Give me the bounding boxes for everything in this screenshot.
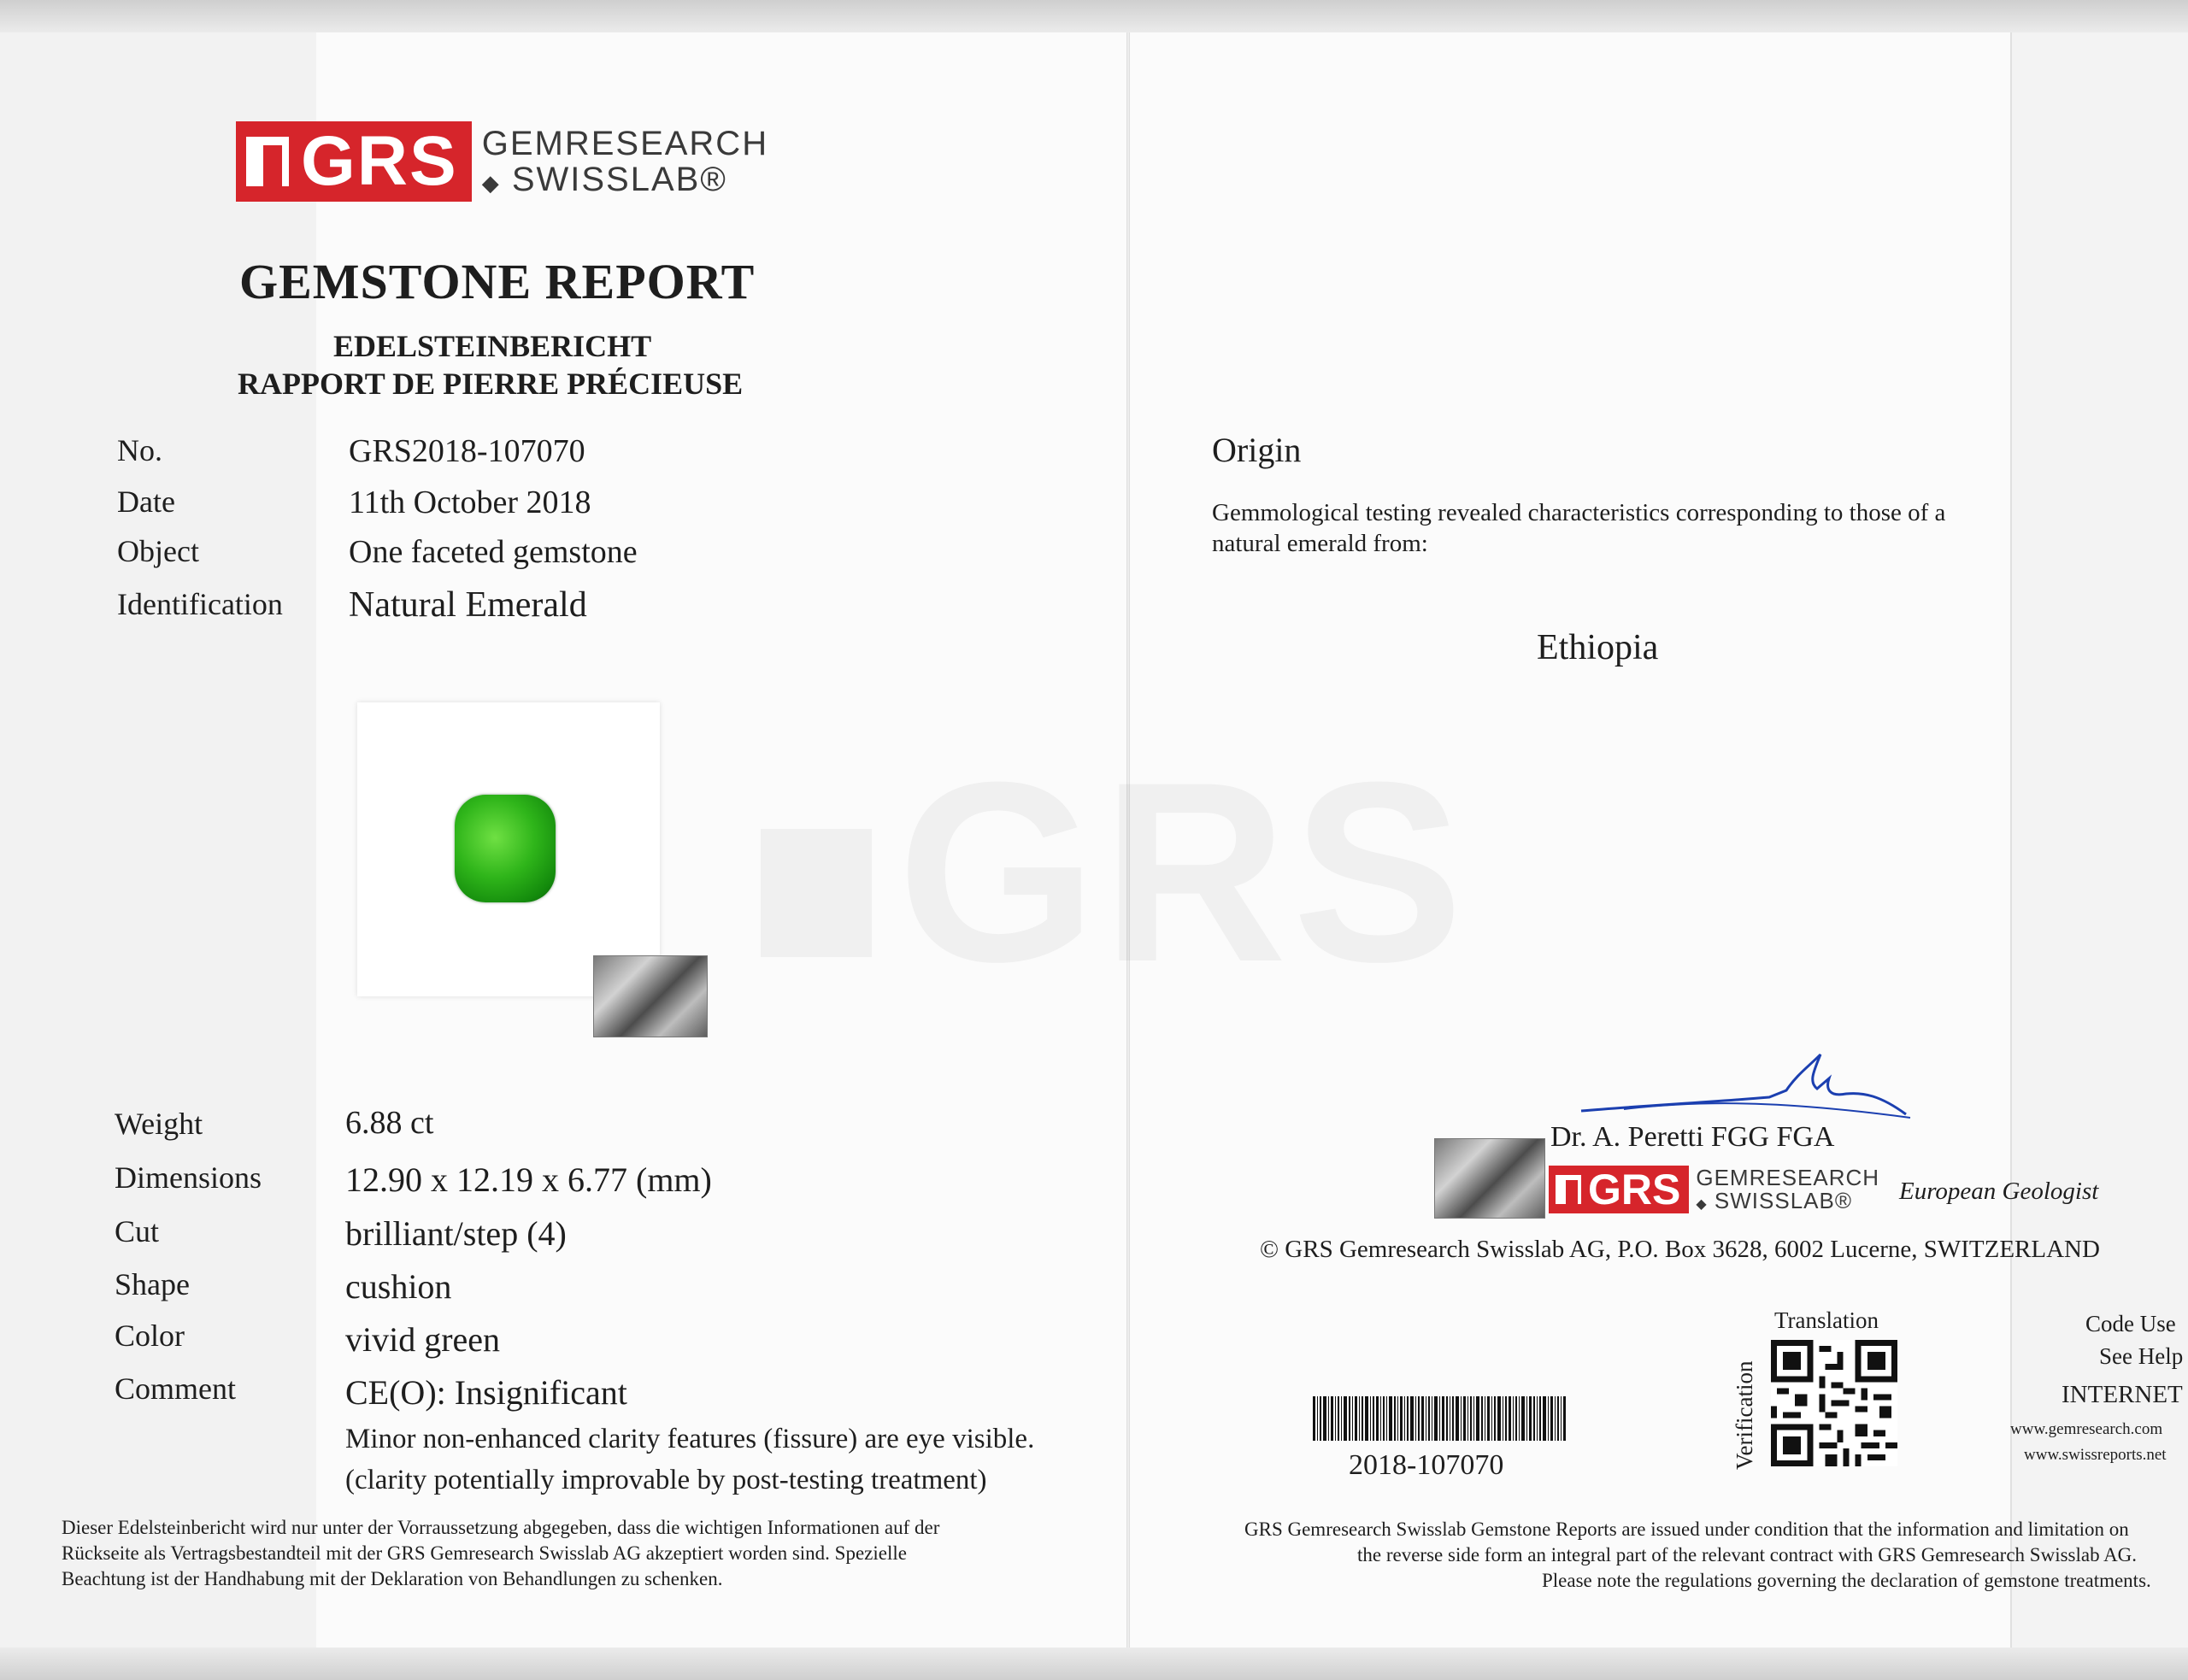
field-label-dimensions: Dimensions — [115, 1160, 262, 1195]
logo-small-line1: GEMRESEARCH — [1696, 1164, 1880, 1190]
field-label-shape: Shape — [115, 1267, 190, 1301]
url-swissreports[interactable]: www.swissreports.net — [2024, 1446, 2167, 1464]
field-label-weight: Weight — [115, 1107, 203, 1141]
grs-logo-small-mark — [1549, 1166, 1689, 1213]
internet-label: INTERNET — [2062, 1381, 2183, 1408]
comment-line-2: (clarity potentially improvable by post-testing treatment) — [345, 1465, 987, 1495]
origin-heading: Origin — [1212, 431, 1302, 469]
logo-wordmark — [482, 126, 768, 197]
report-title: GEMSTONE REPORT — [239, 254, 756, 309]
field-label-identification: Identification — [117, 587, 283, 621]
internet-urls — [2010, 1417, 2167, 1468]
translation-label: Translation — [1774, 1307, 1879, 1333]
field-value-color: vivid green — [345, 1320, 501, 1359]
logo-line2-wrap — [482, 162, 768, 197]
field-label-color: Color — [115, 1319, 185, 1353]
logo-line2: SWISSLAB® — [511, 161, 727, 198]
code-line-2: See Help — [2099, 1343, 2184, 1369]
copyright-line: © GRS Gemresearch Swisslab AG, P.O. Box 3628, 6002 Lucerne, SWITZERLAND — [1260, 1236, 2100, 1263]
swiss-cross-icon — [246, 137, 289, 186]
signatory-title: European Geologist — [1899, 1178, 2099, 1205]
scanner-edge-bottom — [0, 1648, 2188, 1680]
disclaimer-en-line-2: the reverse side form an integral part of the relevant contract with GRS Gemresearch Swisslab AG. — [1357, 1544, 2138, 1565]
disclaimer-de-line-3: Beachtung ist der Handhabung mit der Deklaration von Behandlungen zu schenken. — [62, 1568, 723, 1589]
url-gemresearch[interactable]: www.gemresearch.com — [2010, 1420, 2163, 1438]
code-use-text — [2085, 1307, 2183, 1372]
field-label-comment: Comment — [115, 1372, 236, 1406]
field-label-object: Object — [117, 534, 199, 568]
field-label-cut: Cut — [115, 1214, 160, 1248]
comment-line-1: Minor non-enhanced clarity features (fissure) are eye visible. — [345, 1424, 1035, 1454]
code-line-1: Code Use — [2085, 1311, 2176, 1336]
field-value-weight: 6.88 ct — [345, 1105, 434, 1141]
disclaimer-de-line-1: Dieser Edelsteinbericht wird nur unter der Vorraussetzung abgegeben, dass die wichtigen Informationen auf der — [62, 1517, 940, 1538]
field-label-date: Date — [117, 485, 175, 519]
signatory-name: Dr. A. Peretti FGG FGA — [1550, 1121, 1835, 1153]
logo-small-line2: SWISSLAB® — [1714, 1188, 1852, 1213]
signature-image — [1573, 1043, 1923, 1128]
logo-small-wordmark — [1696, 1166, 1879, 1213]
field-value-date: 11th October 2018 — [349, 485, 591, 520]
verification-label: Verification — [1732, 1360, 1757, 1470]
logo-small-line2-wrap — [1696, 1190, 1879, 1213]
emerald-gem-image — [455, 795, 556, 902]
disclaimer-de-line-2: Rückseite als Vertragsbestandteil mit der GRS Gemresearch Swisslab AG akzeptiert worden sind. Spezielle — [62, 1542, 907, 1564]
field-label-number: No. — [117, 433, 162, 467]
field-value-number: GRS2018-107070 — [349, 433, 585, 469]
diamond-icon: ◆ — [481, 170, 501, 196]
grs-watermark — [761, 743, 1468, 1000]
report-subtitle-fr: RAPPORT DE PIERRE PRÉCIEUSE — [238, 367, 744, 401]
logo-line1: GEMRESEARCH — [481, 125, 769, 162]
grs-logo — [236, 121, 768, 202]
grs-logo-mark — [236, 121, 472, 202]
field-value-object: One faceted gemstone — [349, 534, 638, 570]
field-value-identification: Natural Emerald — [349, 585, 587, 625]
field-value-dimensions: 12.90 x 12.19 x 6.77 (mm) — [345, 1160, 712, 1199]
origin-text: Gemmological testing revealed characteristics corresponding to those of a natural emerald from: — [1212, 499, 1946, 557]
security-hologram-2 — [1434, 1138, 1545, 1219]
logo-letters: GRS — [301, 122, 458, 200]
barcode — [1313, 1396, 1566, 1441]
field-value-comment: CE(O): Insignificant — [345, 1373, 627, 1412]
barcode-number: 2018-107070 — [1349, 1449, 1504, 1481]
disclaimer-en-line-3: Please note the regulations governing the declaration of gemstone treatments. — [1542, 1570, 2151, 1591]
diamond-icon: ◆ — [1696, 1197, 1708, 1212]
field-value-shape: cushion — [345, 1267, 452, 1306]
qr-code[interactable] — [1771, 1340, 1897, 1466]
disclaimer-en-line-1: GRS Gemresearch Swisslab Gemstone Reports are issued under condition that the information and limitation on — [1244, 1518, 2129, 1540]
swiss-cross-icon — [1556, 1175, 1581, 1204]
security-hologram — [593, 955, 708, 1037]
scanner-edge-top — [0, 0, 2188, 32]
grs-logo-small — [1549, 1166, 1879, 1213]
origin-country: Ethiopia — [1537, 628, 1659, 667]
field-value-cut: brilliant/step (4) — [345, 1214, 567, 1253]
report-subtitle-de: EDELSTEINBERICHT — [333, 329, 652, 363]
logo-small-letters: GRS — [1588, 1166, 1681, 1213]
